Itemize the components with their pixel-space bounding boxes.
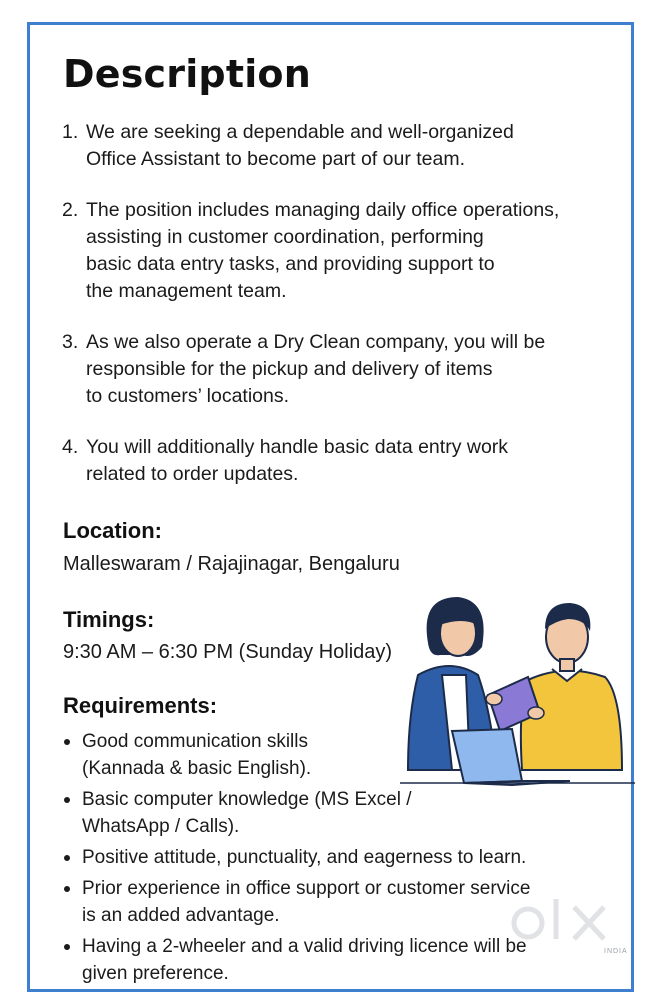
item-text-line: to customers’ locations. [86, 385, 290, 407]
requirement-text-line: Good communication skills [82, 731, 308, 752]
requirement-text-line: Having a 2-wheeler and a valid driving licence will be [82, 936, 527, 957]
item-text-line: The position includes managing daily office operations, [86, 199, 560, 221]
description-item [62, 197, 622, 305]
requirements-heading: Requirements: [63, 693, 218, 718]
page-title: Description [63, 52, 311, 96]
timings-heading: Timings: [63, 607, 155, 632]
requirement-item [62, 728, 602, 782]
description-item [62, 329, 622, 410]
item-text-line: You will additionally handle basic data entry work [86, 436, 509, 458]
location-value: Malleswaram / Rajajinagar, Bengaluru [63, 553, 400, 575]
item-number: 2. [62, 199, 79, 221]
requirement-text-line: Basic computer knowledge (MS Excel / [82, 789, 412, 810]
description-item [62, 434, 622, 488]
description-item [62, 119, 622, 173]
requirement-item [62, 844, 602, 871]
bullet-icon [64, 855, 70, 861]
item-text-line: assisting in customer coordination, performing [86, 226, 484, 248]
requirement-text-line: (Kannada & basic English). [82, 758, 312, 779]
timings-value: 9:30 AM – 6:30 PM (Sunday Holiday) [63, 641, 393, 663]
bullet-icon [64, 739, 70, 745]
bullet-icon [64, 944, 70, 950]
requirement-item [62, 786, 602, 840]
description-list [62, 119, 622, 512]
requirement-text-line: Prior experience in office support or customer service [82, 878, 531, 899]
item-number: 4. [62, 436, 79, 458]
item-text-line: responsible for the pickup and delivery of items [86, 358, 493, 380]
requirement-text-line: WhatsApp / Calls). [82, 816, 240, 837]
item-number: 1. [62, 121, 79, 143]
watermark-subtext: INDIA [604, 948, 628, 955]
item-text-line: We are seeking a dependable and well-organized [86, 121, 514, 143]
bullet-icon [64, 886, 70, 892]
bullet-icon [64, 797, 70, 803]
requirement-text-line: is an added advantage. [82, 905, 280, 926]
location-heading: Location: [63, 518, 162, 543]
item-text-line: the management team. [86, 280, 287, 302]
requirement-text-line: Positive attitude, punctuality, and eagerness to learn. [82, 847, 527, 868]
item-text-line: Office Assistant to become part of our team. [86, 148, 465, 170]
item-text-line: related to order updates. [86, 463, 299, 485]
item-text-line: basic data entry tasks, and providing support to [86, 253, 495, 275]
item-number: 3. [62, 331, 79, 353]
item-text-line: As we also operate a Dry Clean company, you will be [86, 331, 546, 353]
requirement-text-line: given preference. [82, 963, 229, 984]
